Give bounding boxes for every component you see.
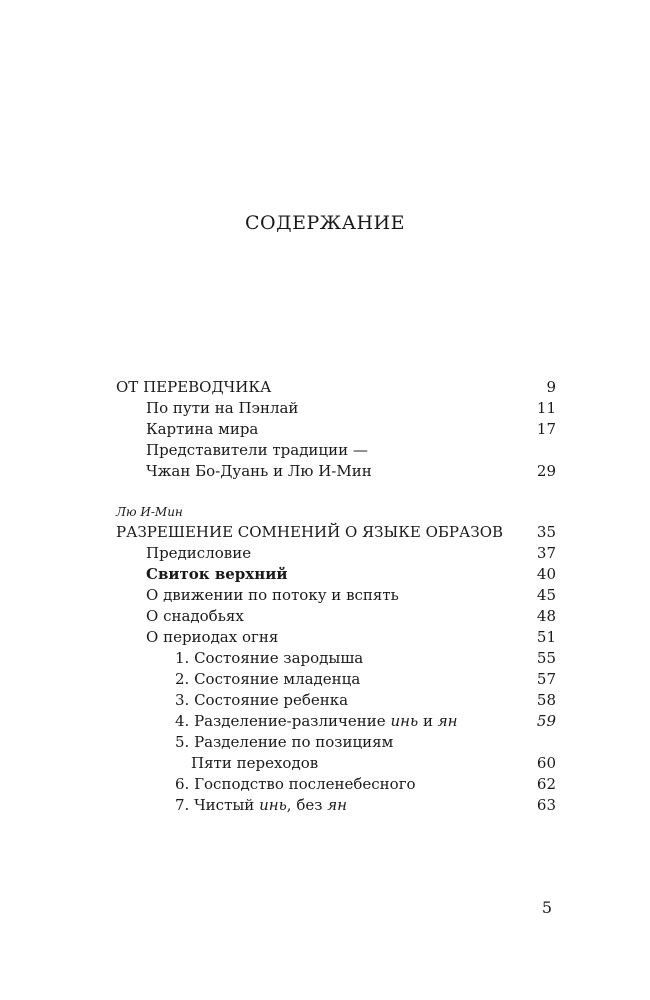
toc-entry[interactable] — [116, 606, 556, 627]
toc-entry-title: Пяти переходов — [191, 754, 319, 772]
toc-entry-title: Предисловие — [146, 544, 252, 562]
toc-entry[interactable] — [116, 627, 556, 648]
toc-entry-page: 35 — [536, 523, 556, 541]
title-text: 7. Чистый — [175, 796, 260, 814]
toc-entry-title: О периодах огня — [146, 628, 279, 646]
toc-subentry[interactable] — [116, 732, 556, 753]
toc-subentry[interactable] — [116, 648, 556, 669]
toc-entry-page: 59 — [536, 712, 556, 730]
toc-entry-title: РАЗРЕШЕНИЕ СОМНЕНИЙ О ЯЗЫКЕ ОБРАЗОВ — [116, 523, 504, 541]
toc-entry-page: 55 — [536, 649, 556, 667]
toc-entry-page: 9 — [546, 378, 556, 396]
toc-entry[interactable] — [116, 585, 556, 606]
toc-entry-title: 6. Господство посленебесного — [175, 775, 416, 793]
title-text: , без — [286, 796, 328, 814]
toc-entry-title: 2. Состояние младенца — [175, 670, 361, 688]
toc-entry-title: О движении по потоку и вспять — [146, 586, 399, 604]
toc-entry[interactable] — [116, 419, 556, 440]
yin-term: инь — [390, 712, 419, 730]
toc-entry-page: 40 — [536, 565, 556, 583]
toc-entry-title: Чжан Бо-Дуань и Лю И-Мин — [146, 462, 372, 480]
toc-entry-title: 3. Состояние ребенка — [175, 691, 349, 709]
toc-subentry[interactable] — [116, 669, 556, 690]
toc-entry-page: 45 — [536, 586, 556, 604]
toc-entry-page: 51 — [536, 628, 556, 646]
toc-entry-title: О снадобьях — [146, 607, 244, 625]
toc-entry[interactable] — [116, 564, 556, 585]
page-number: 5 — [541, 898, 552, 917]
toc-entry-page: 11 — [536, 399, 556, 417]
toc-entry-page: 60 — [536, 754, 556, 772]
toc-entry-translator[interactable] — [116, 377, 556, 398]
toc-entry-title: 5. Разделение по позициям — [175, 733, 394, 751]
toc-entry-page: 58 — [536, 691, 556, 709]
toc-entry-page: 37 — [536, 544, 556, 562]
toc-entry-title: 1. Состояние зародыша — [175, 649, 364, 667]
toc-entry-page: 17 — [536, 420, 556, 438]
section-author: Лю И-Мин — [116, 505, 183, 519]
toc-entry[interactable] — [116, 461, 556, 482]
toc-entry-page: 63 — [536, 796, 556, 814]
toc-entry-page: 29 — [536, 462, 556, 480]
toc-subentry[interactable] — [116, 774, 556, 795]
toc-entry-page: 57 — [536, 670, 556, 688]
toc-subentry[interactable] — [116, 795, 556, 816]
toc-entry-page: 48 — [536, 607, 556, 625]
toc-entry[interactable] — [116, 543, 556, 564]
table-of-contents — [116, 377, 556, 816]
yang-term: ян — [437, 712, 458, 730]
yin-term: инь — [259, 796, 287, 814]
toc-entry-title: По пути на Пэнлай — [146, 399, 299, 417]
toc-entry-title — [175, 711, 458, 732]
contents-heading: СОДЕРЖАНИЕ — [245, 212, 405, 234]
toc-entry-title: ОТ ПЕРЕВОДЧИКА — [116, 378, 272, 396]
toc-entry[interactable] — [116, 398, 556, 419]
toc-subentry[interactable] — [116, 711, 556, 732]
toc-entry-title: Свиток верхний — [146, 565, 288, 583]
toc-entry-main[interactable] — [116, 522, 556, 543]
toc-entry-title — [175, 795, 347, 816]
yang-term: ян — [327, 796, 348, 814]
toc-entry[interactable] — [116, 440, 556, 461]
toc-entry-title: Представители традиции — — [146, 441, 368, 459]
toc-subentry[interactable] — [116, 690, 556, 711]
toc-subentry[interactable] — [116, 753, 556, 774]
title-text: 4. Разделение-различение — [175, 712, 391, 730]
toc-entry-title: Картина мира — [146, 420, 259, 438]
section-gap — [116, 482, 556, 503]
title-text: и — [418, 712, 438, 730]
toc-entry-page: 62 — [536, 775, 556, 793]
